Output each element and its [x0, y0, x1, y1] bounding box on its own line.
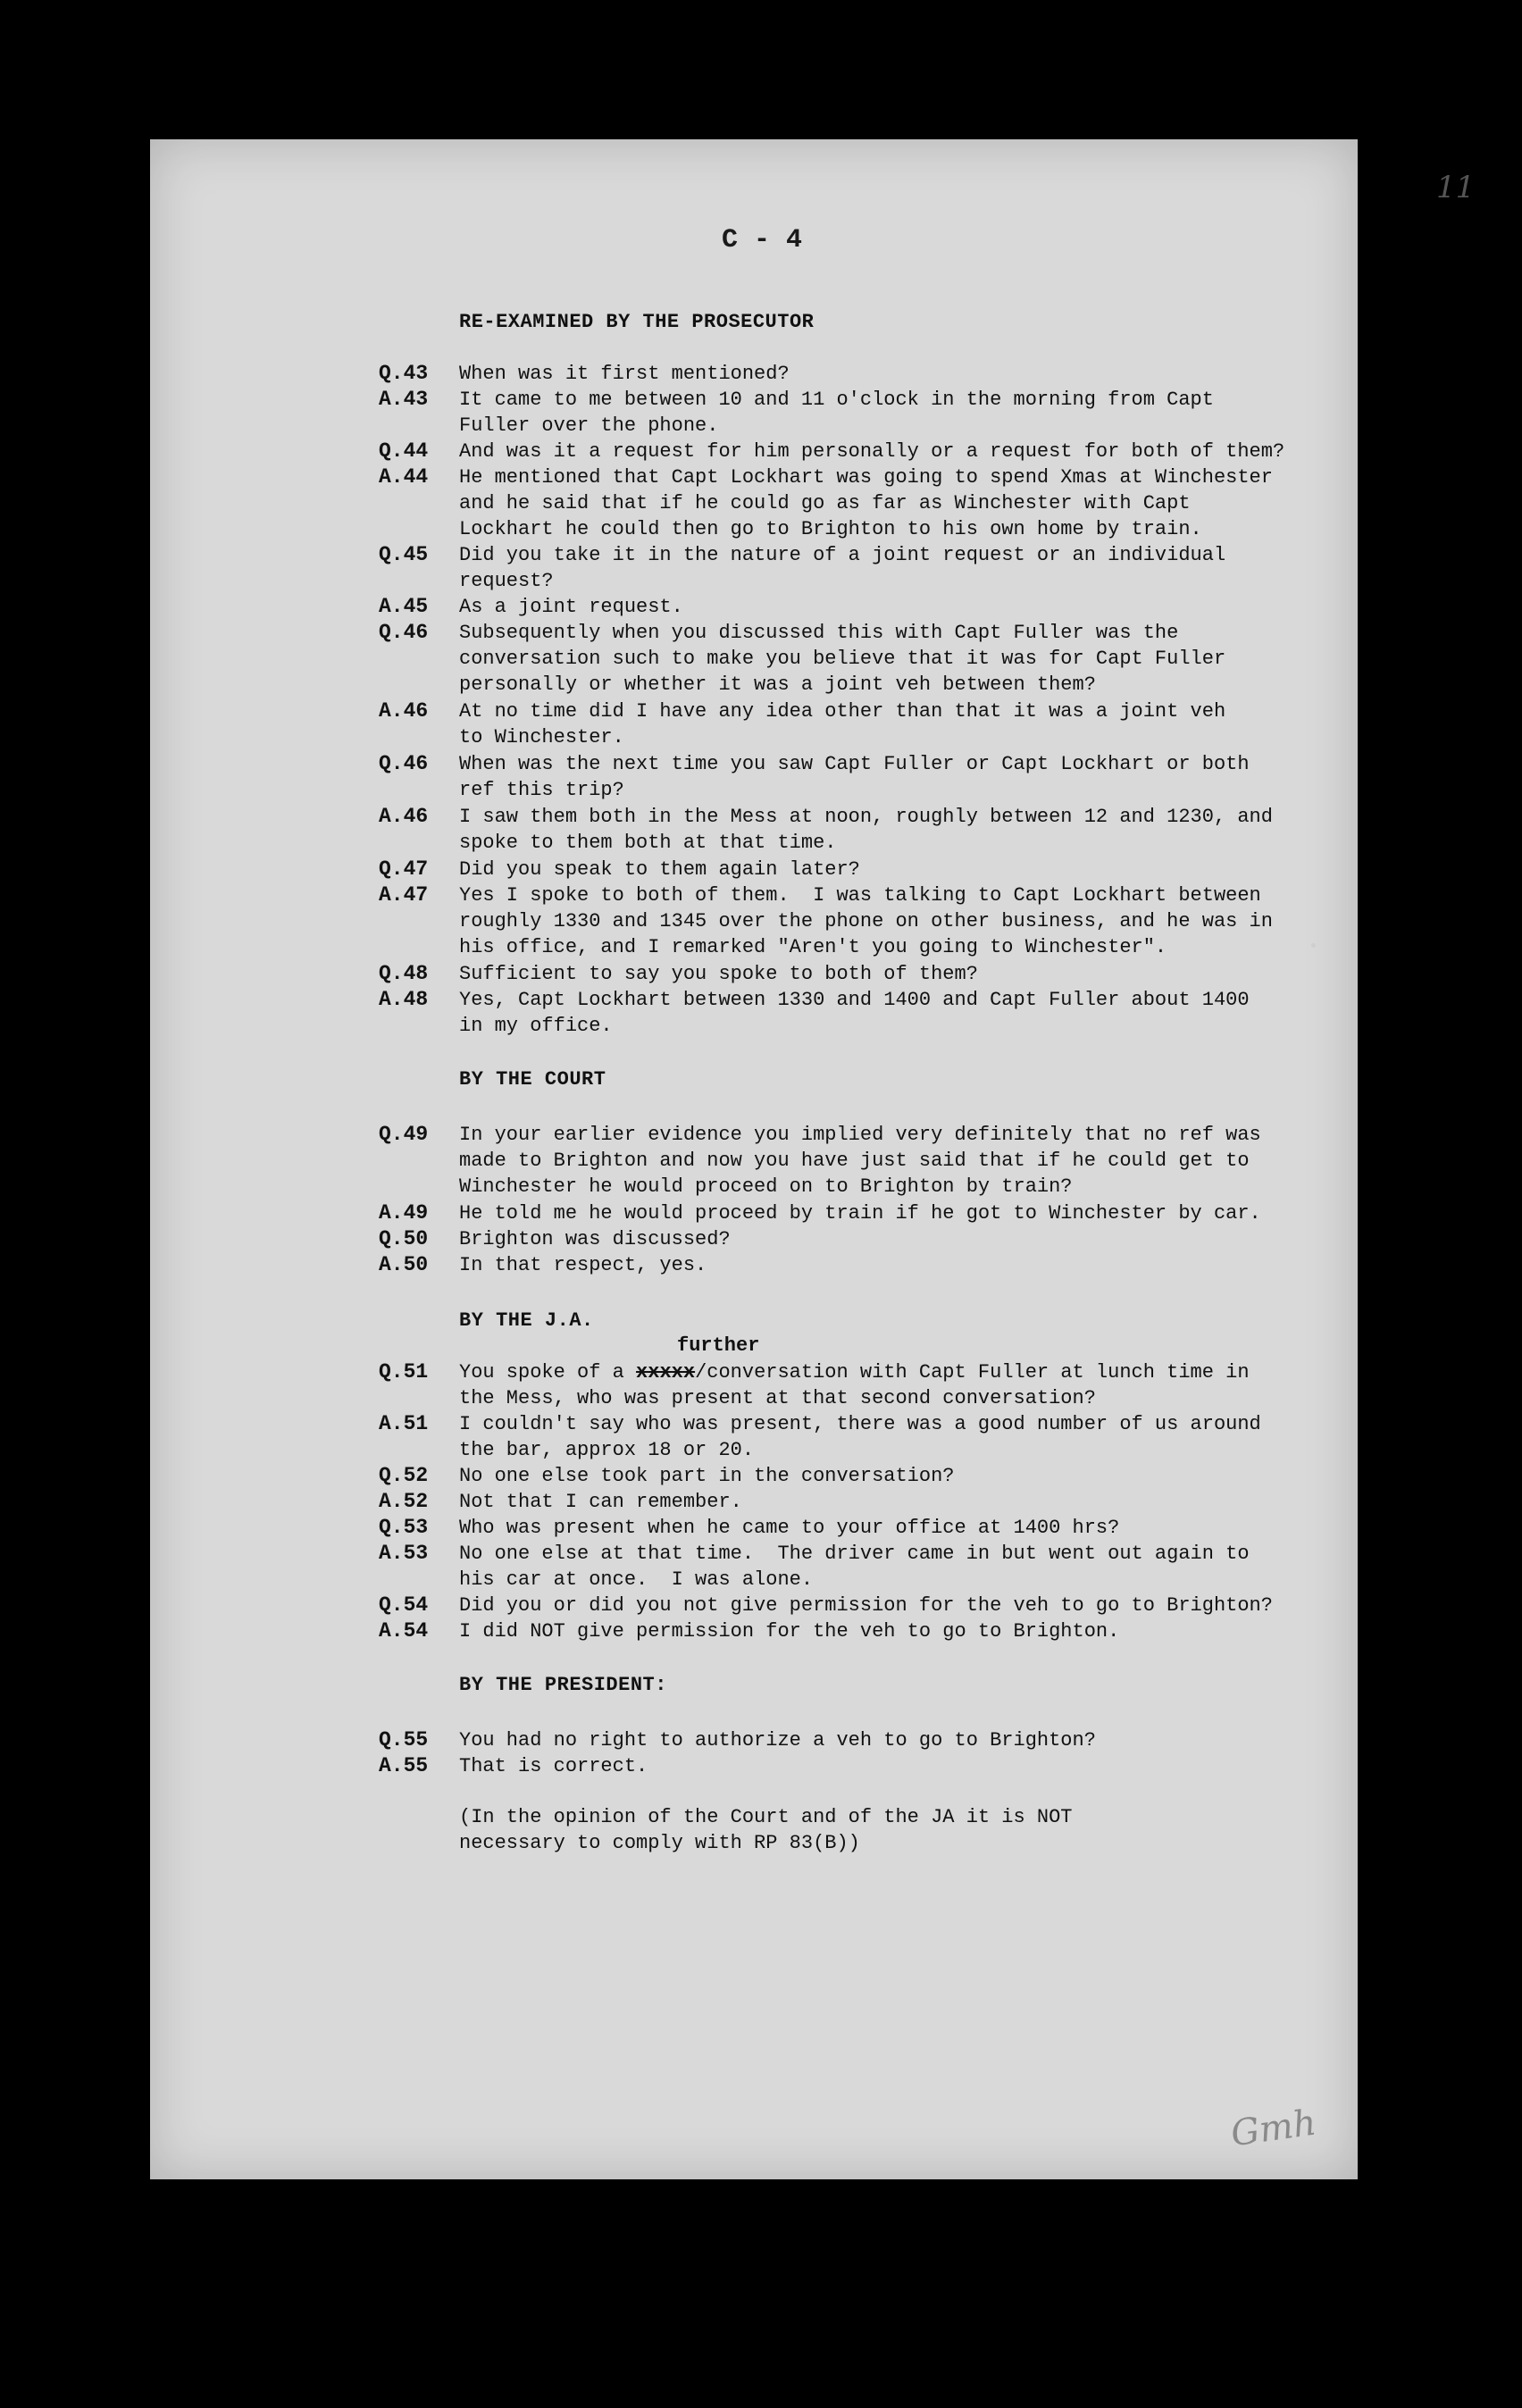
qa-label: Q.49	[379, 1123, 429, 1146]
qa-text: And was it a request for him personally or a request for both of them?	[459, 440, 1285, 463]
qa-label: Q.53	[379, 1516, 429, 1539]
qa-text: Brighton was discussed?	[459, 1228, 731, 1250]
qa-text: In your earlier evidence you implied very definitely that no ref was made to Brighton and now you have just said that if he could get to Winchester he would proceed on to Brighton by train?	[459, 1124, 1261, 1198]
qa-text: Yes I spoke to both of them. I was talking to Capt Lockhart between roughly 1330 and 1345 over the phone on other business, and he was in his office, and I remarked "Aren't you going to Winchester".	[459, 884, 1273, 958]
closing-note: (In the opinion of the Court and of the JA it is NOT necessary to comply with RP 83(B))	[459, 1806, 1073, 1854]
qa-label: Q.51	[379, 1360, 429, 1384]
qa-label: Q.46	[379, 621, 429, 644]
qa-text: No one else took part in the conversation?	[459, 1465, 955, 1487]
qa-text: When was it first mentioned?	[459, 363, 790, 385]
struck-word: xxxxx	[636, 1361, 696, 1384]
qa-label: A.53	[379, 1542, 429, 1565]
qa-label: A.47	[379, 883, 429, 907]
qa-label: A.43	[379, 388, 429, 411]
qa-label: A.50	[379, 1253, 429, 1276]
q51-text-after: /conversation with Capt Fuller at lunch time in	[695, 1361, 1250, 1384]
margin-page-number: 11	[1436, 170, 1476, 205]
q51-text-before: You spoke of a	[459, 1361, 637, 1384]
heading-by-court: BY THE COURT	[459, 1068, 606, 1091]
qa-label: Q.50	[379, 1227, 429, 1250]
qa-label: A.51	[379, 1412, 429, 1435]
qa-label: Q.44	[379, 439, 429, 463]
qa-label: Q.55	[379, 1728, 429, 1752]
qa-text: Did you take it in the nature of a joint request or an individual request?	[459, 544, 1226, 592]
qa-label: A.52	[379, 1490, 429, 1513]
page-number: C - 4	[722, 225, 803, 255]
qa-label: Q.52	[379, 1464, 429, 1487]
qa-text: It came to me between 10 and 11 o'clock in the morning from Capt Fuller over the phone.	[459, 389, 1214, 437]
document-page	[150, 139, 1476, 2179]
heading-reexamined: RE-EXAMINED BY THE PROSECUTOR	[459, 311, 815, 333]
qa-text	[459, 1359, 1343, 1411]
handwritten-insert: further	[677, 1334, 760, 1357]
qa-text: I saw them both in the Mess at noon, roughly between 12 and 1230, and spoke to them both at that time.	[459, 806, 1273, 854]
qa-text: Yes, Capt Lockhart between 1330 and 1400 and Capt Fuller about 1400 in my office.	[459, 989, 1250, 1037]
qa-text: He told me he would proceed by train if he got to Winchester by car.	[459, 1202, 1261, 1225]
qa-text: At no time did I have any idea other than that it was a joint veh to Winchester.	[459, 700, 1226, 748]
qa-label: A.45	[379, 595, 429, 618]
qa-text: Did you or did you not give permission for the veh to go to Brighton?	[459, 1594, 1273, 1617]
qa-text: Not that I can remember.	[459, 1491, 742, 1513]
heading-by-ja: BY THE J.A.	[459, 1309, 594, 1332]
qa-text: Subsequently when you discussed this with Capt Fuller was the conversation such to make you believe that it was for Capt Fuller personally or whether it was a joint veh between them?	[459, 622, 1226, 696]
qa-label: A.48	[379, 988, 429, 1011]
qa-text: Did you speak to them again later?	[459, 858, 860, 881]
qa-label: Q.46	[379, 752, 429, 775]
qa-label: A.49	[379, 1201, 429, 1225]
qa-text: No one else at that time. The driver came in but went out again to his car at once. I was alone.	[459, 1543, 1250, 1591]
qa-label: Q.45	[379, 543, 429, 566]
qa-label: A.46	[379, 699, 429, 723]
qa-label: Q.54	[379, 1593, 429, 1617]
qa-text: Who was present when he came to your office at 1400 hrs?	[459, 1517, 1120, 1539]
q51-text-line2: the Mess, who was present at that second conversation?	[459, 1387, 1096, 1409]
qa-text: In that respect, yes.	[459, 1254, 707, 1276]
qa-text: Sufficient to say you spoke to both of them?	[459, 963, 978, 985]
qa-label: A.44	[379, 465, 429, 489]
qa-text: I couldn't say who was present, there was a good number of us around the bar, approx 18 or 20.	[459, 1413, 1261, 1461]
qa-text: When was the next time you saw Capt Fuller or Capt Lockhart or both ref this trip?	[459, 753, 1250, 801]
qa-label: A.55	[379, 1754, 429, 1777]
qa-text: You had no right to authorize a veh to go to Brighton?	[459, 1729, 1096, 1752]
heading-by-president: BY THE PRESIDENT:	[459, 1674, 667, 1696]
qa-label: A.46	[379, 805, 429, 828]
qa-label: A.54	[379, 1619, 429, 1643]
qa-text: As a joint request.	[459, 596, 683, 618]
signature-initials: Gmh	[1228, 2102, 1319, 2155]
qa-label: Q.48	[379, 962, 429, 985]
qa-text: He mentioned that Capt Lockhart was going to spend Xmas at Winchester and he said that if he could go as far as Winchester with Capt Lockhart he could then go to Brighton to his own home by train.	[459, 466, 1273, 540]
qa-text: That is correct.	[459, 1755, 648, 1777]
qa-label: Q.47	[379, 857, 429, 881]
qa-text: I did NOT give permission for the veh to go to Brighton.	[459, 1620, 1120, 1643]
qa-label: Q.43	[379, 362, 429, 385]
